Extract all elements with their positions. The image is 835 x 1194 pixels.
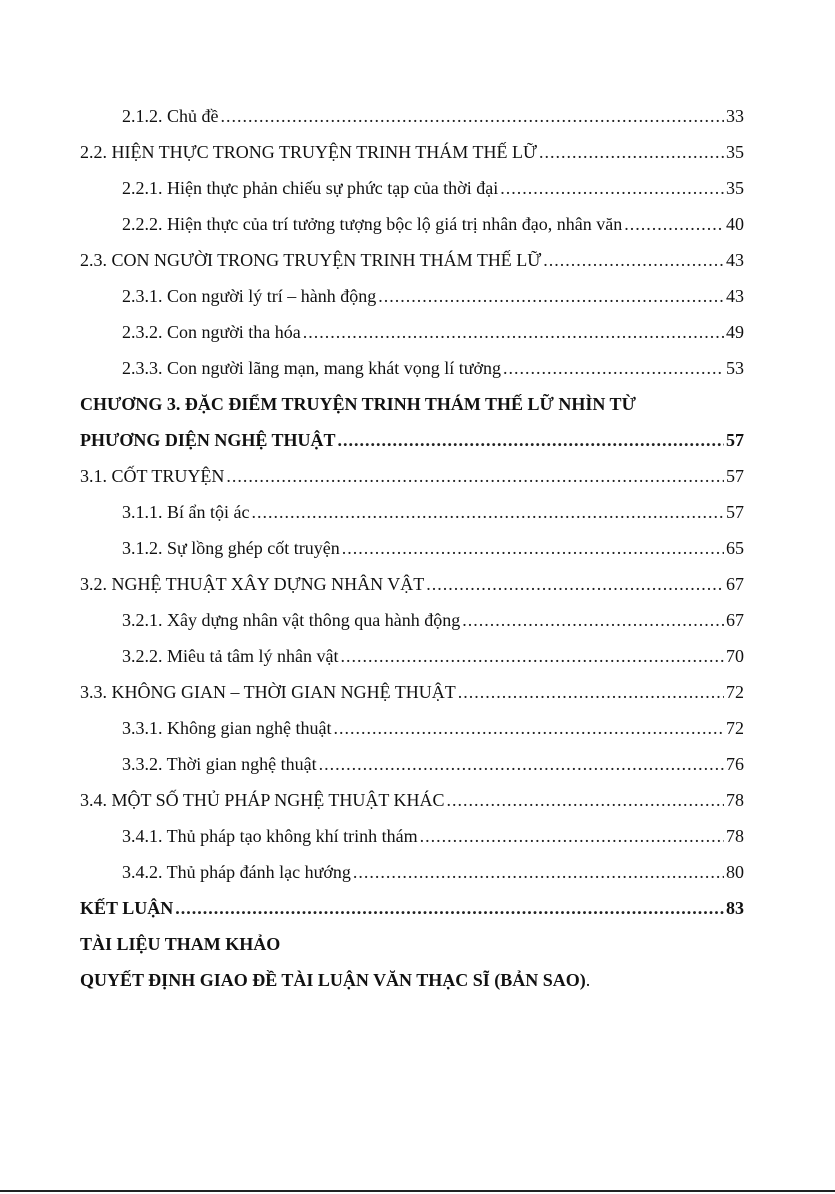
toc-entry: [80, 782, 744, 818]
toc-dot-leader: [342, 530, 724, 566]
toc-dot-leader: [543, 242, 724, 278]
toc-page-number: 53: [726, 358, 744, 378]
toc-dot-leader: [458, 674, 724, 710]
toc-dot-leader: [338, 422, 724, 458]
toc-dot-leader: [226, 458, 724, 494]
toc-dot-leader: [420, 818, 724, 854]
toc-entry-title: 2.3. CON NGƯỜI TRONG TRUYỆN TRINH THÁM THẾ LỮ: [80, 250, 542, 270]
toc-page-number: 57: [726, 502, 744, 522]
toc-page-number: 65: [726, 538, 744, 558]
toc-page-number: 72: [726, 682, 744, 702]
toc-entry-suffix: .: [585, 970, 591, 990]
toc-entry: [80, 962, 744, 998]
toc-entry-title: 2.1.2. Chủ đề: [122, 106, 219, 126]
toc-entry: [80, 710, 744, 746]
toc-entry: [80, 926, 744, 962]
toc-entry: [80, 890, 744, 926]
toc-dot-leader: [447, 782, 724, 818]
toc-entry-title: 3.3.1. Không gian nghệ thuật: [122, 718, 332, 738]
toc-dot-leader: [353, 854, 724, 890]
toc-entry-title: 2.2.1. Hiện thực phản chiếu sự phức tạp của thời đại: [122, 178, 499, 198]
toc-entry: [80, 242, 744, 278]
toc-page-number: 35: [726, 142, 744, 162]
page-bottom-border: [0, 1190, 835, 1192]
toc-entry-title: TÀI LIỆU THAM KHẢO: [80, 934, 281, 954]
toc-entry-title: 2.3.2. Con người tha hóa: [122, 322, 301, 342]
toc-entry-title: 3.4. MỘT SỐ THỦ PHÁP NGHỆ THUẬT KHÁC: [80, 790, 445, 810]
toc-entry-title: 3.2. NGHỆ THUẬT XÂY DỰNG NHÂN VẬT: [80, 574, 425, 594]
toc-page-number: 40: [726, 214, 744, 234]
toc-dot-leader: [251, 494, 724, 530]
toc-page-number: 33: [726, 106, 744, 126]
toc-dot-leader: [378, 278, 724, 314]
toc-dot-leader: [175, 890, 724, 926]
toc-entry: [80, 314, 744, 350]
toc-entry-title: QUYẾT ĐỊNH GIAO ĐỀ TÀI LUẬN VĂN THẠC SĨ (BẢN SAO): [80, 970, 586, 990]
toc-dot-leader: [303, 314, 724, 350]
toc-dot-leader: [340, 638, 724, 674]
toc-page-number: 35: [726, 178, 744, 198]
toc-dot-leader: [319, 746, 724, 782]
toc-page-number: 57: [726, 430, 744, 450]
toc-entry-title: KẾT LUẬN: [80, 898, 174, 918]
toc-dot-leader: [426, 566, 724, 602]
toc-page-number: 57: [726, 466, 744, 486]
toc-entry-title: 3.4.2. Thủ pháp đánh lạc hướng: [122, 862, 351, 882]
toc-page-number: 78: [726, 790, 744, 810]
toc-dot-leader: [500, 170, 724, 206]
toc-entry: [80, 134, 744, 170]
toc-page-number: 80: [726, 862, 744, 882]
toc-entry-title: 2.3.3. Con người lãng mạn, mang khát vọng lí tưởng: [122, 358, 502, 378]
toc-page-number: 43: [726, 286, 744, 306]
toc-page-number: 78: [726, 826, 744, 846]
toc-entry: [80, 206, 744, 242]
toc-entry: [80, 602, 744, 638]
toc-entry: [80, 746, 744, 782]
toc-entry: [80, 854, 744, 890]
toc-entry: [80, 818, 744, 854]
toc-entry: [80, 494, 744, 530]
toc-entry: [80, 422, 744, 458]
toc-entry: [80, 350, 744, 386]
toc-entry-title: 3.3. KHÔNG GIAN – THỜI GIAN NGHỆ THUẬT: [80, 682, 456, 702]
toc-page-number: 70: [726, 646, 744, 666]
toc-entry-title: PHƯƠNG DIỆN NGHỆ THUẬT: [80, 430, 336, 450]
toc-entry-title: 2.2.2. Hiện thực của trí tưởng tượng bộc lộ giá trị nhân đạo, nhân văn: [122, 214, 623, 234]
toc-entry-title: 3.2.2. Miêu tả tâm lý nhân vật: [122, 646, 339, 666]
toc-dot-leader: [333, 710, 724, 746]
toc-page-number: 67: [726, 610, 744, 630]
toc-dot-leader: [221, 98, 725, 134]
toc-dot-leader: [462, 602, 724, 638]
toc-entry: [80, 386, 744, 422]
toc-page-number: 76: [726, 754, 744, 774]
toc-entry-title: 2.3.1. Con người lý trí – hành động: [122, 286, 377, 306]
toc-entry: [80, 530, 744, 566]
toc-entry: [80, 458, 744, 494]
toc-page-number: 72: [726, 718, 744, 738]
toc-entry-title: 3.1.1. Bí ẩn tội ác: [122, 502, 250, 522]
toc-dot-leader: [503, 350, 724, 386]
toc-dot-leader: [624, 206, 724, 242]
toc-entry: [80, 278, 744, 314]
table-of-contents: [80, 98, 744, 998]
toc-entry: [80, 638, 744, 674]
toc-entry: [80, 566, 744, 602]
toc-entry-title: 3.1.2. Sự lồng ghép cốt truyện: [122, 538, 340, 558]
toc-entry-title: 3.2.1. Xây dựng nhân vật thông qua hành động: [122, 610, 461, 630]
toc-entry-title: 2.2. HIỆN THỰC TRONG TRUYỆN TRINH THÁM THẾ LỮ: [80, 142, 537, 162]
toc-entry-title: CHƯƠNG 3. ĐẶC ĐIỂM TRUYỆN TRINH THÁM THẾ LỮ NHÌN TỪ: [80, 394, 636, 414]
toc-page-number: 83: [726, 898, 744, 918]
toc-page-number: 67: [726, 574, 744, 594]
toc-entry: [80, 674, 744, 710]
toc-entry-title: 3.1. CỐT TRUYỆN: [80, 466, 225, 486]
toc-entry: [80, 170, 744, 206]
toc-entry: [80, 98, 744, 134]
toc-entry-title: 3.4.1. Thủ pháp tạo không khí trinh thám: [122, 826, 418, 846]
toc-page-number: 49: [726, 322, 744, 342]
toc-dot-leader: [539, 134, 724, 170]
toc-entry-title: 3.3.2. Thời gian nghệ thuật: [122, 754, 317, 774]
toc-page-number: 43: [726, 250, 744, 270]
